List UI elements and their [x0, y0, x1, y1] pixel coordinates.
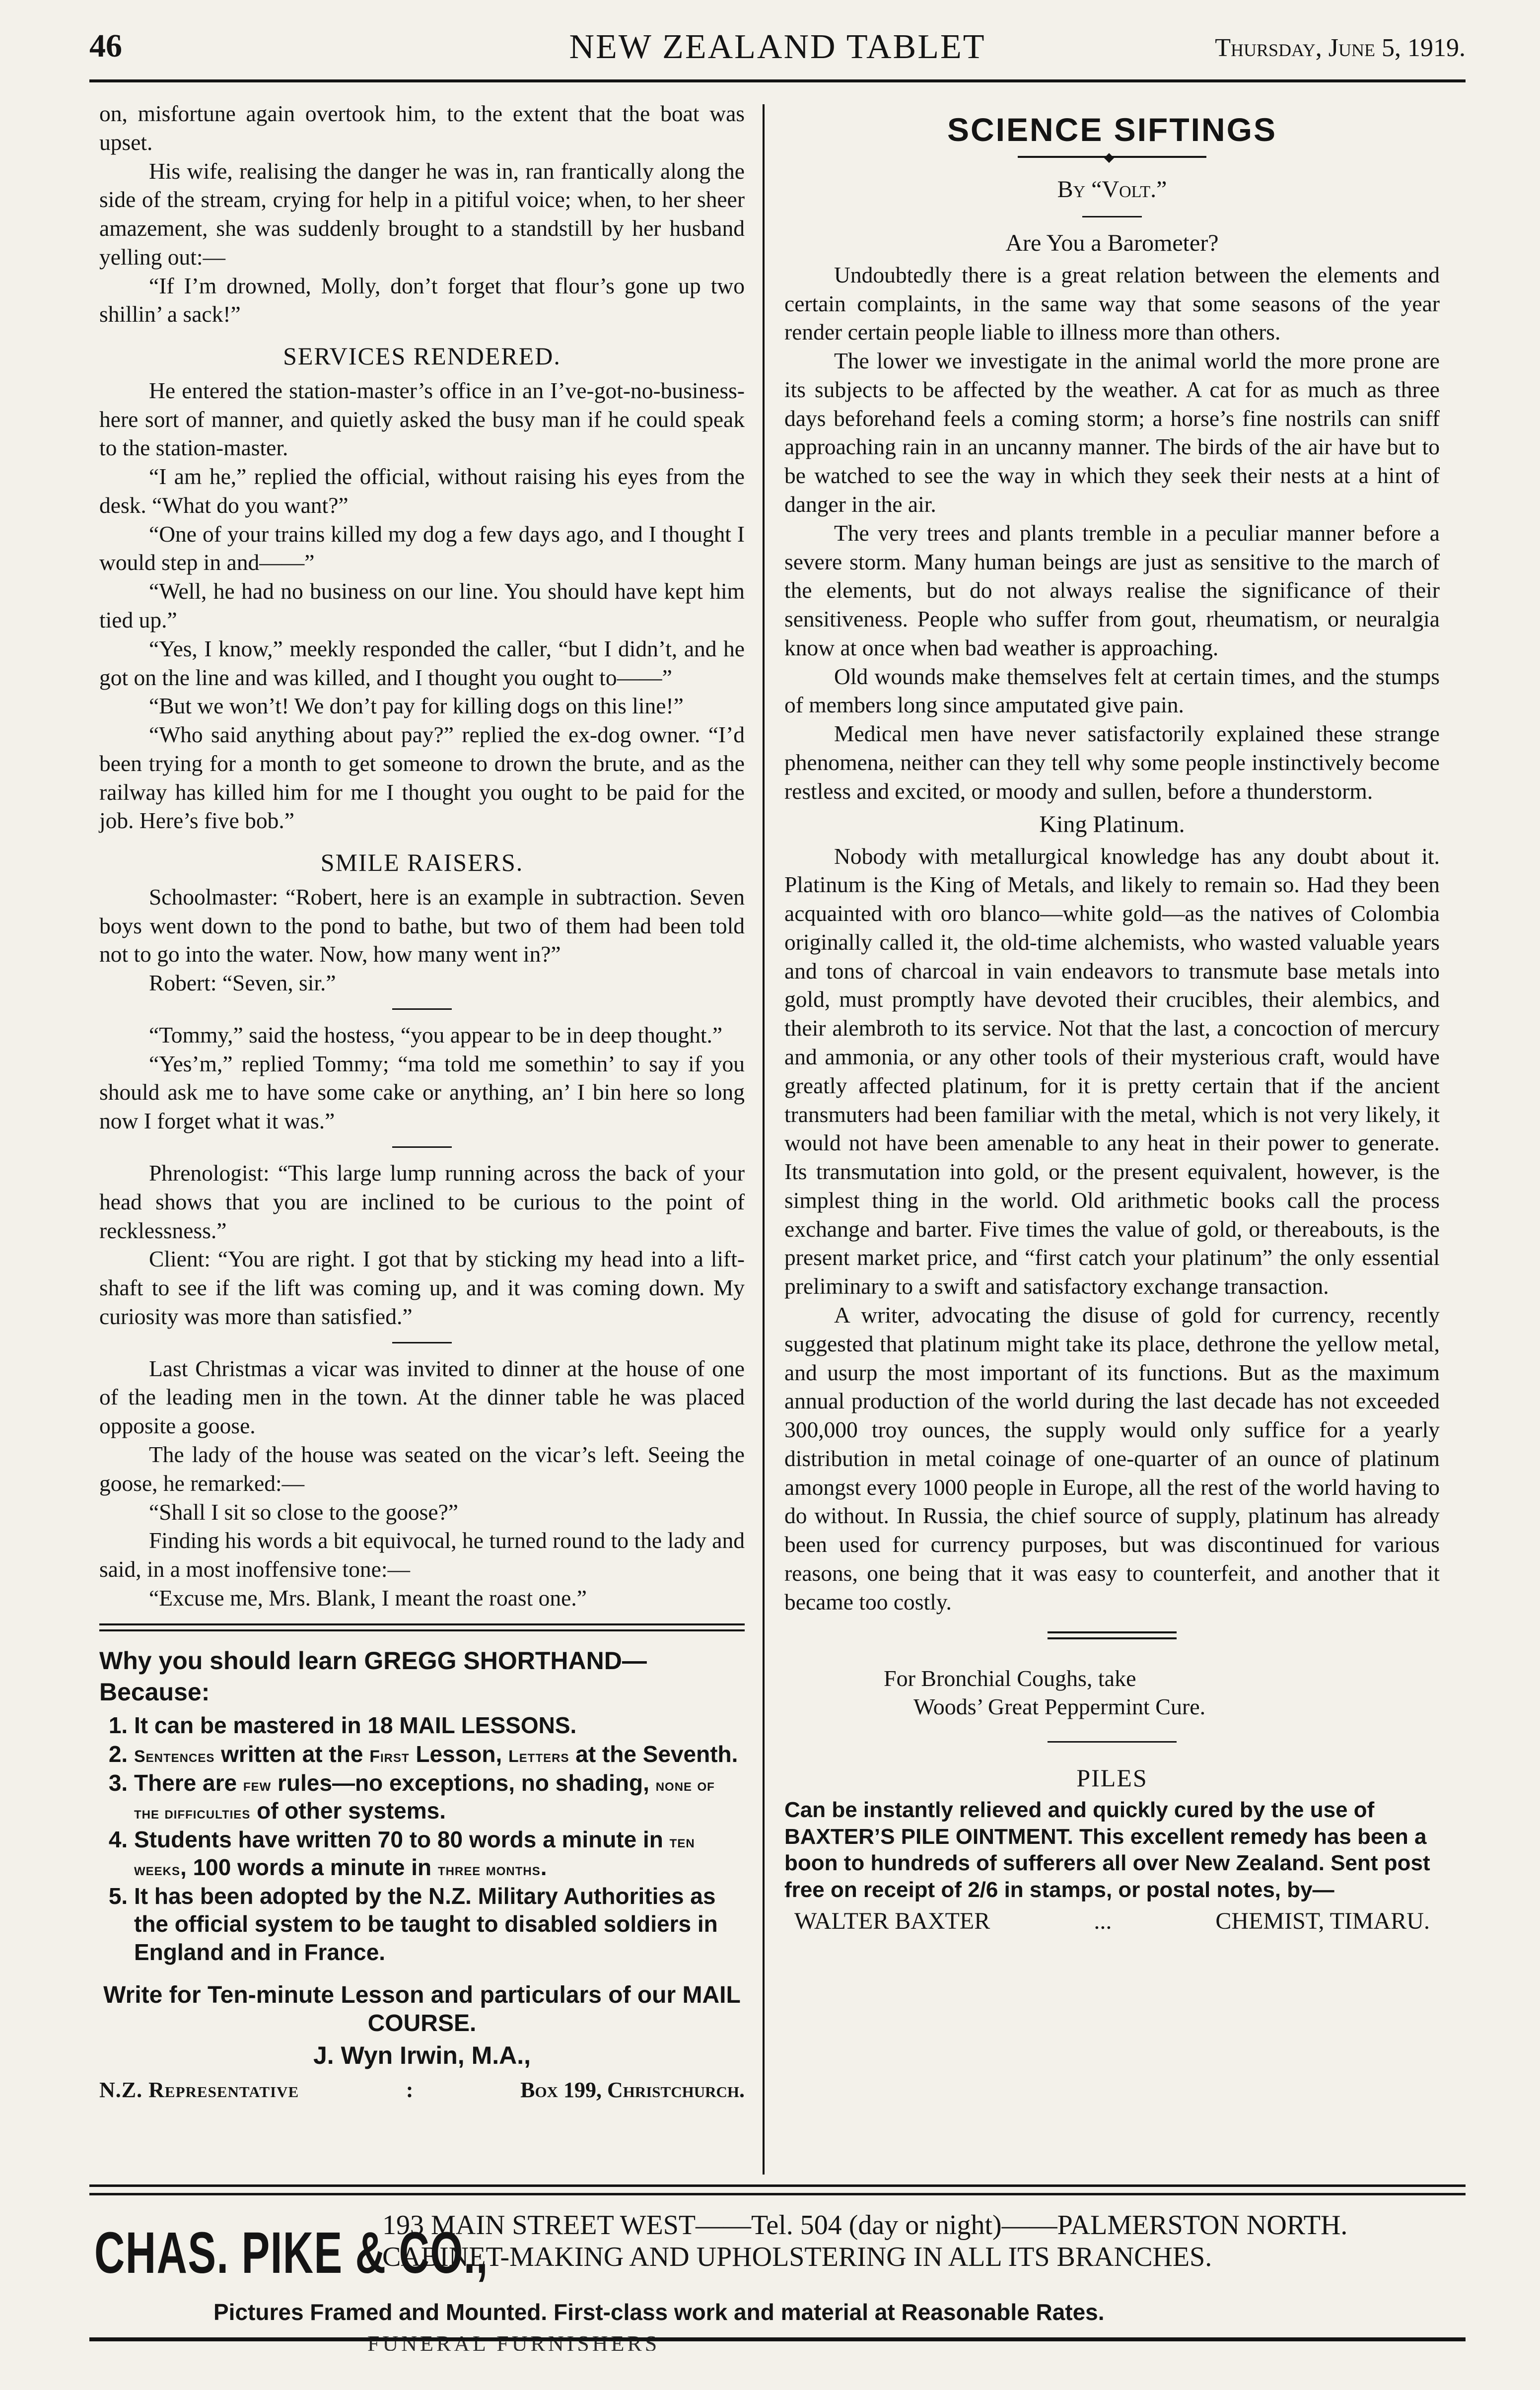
gregg-shorthand-ad [99, 1645, 745, 2105]
section-heading-barometer: Are You a Barometer? [1005, 229, 1219, 256]
piles-body: Can be instantly relieved and quickly cured by the use of BAXTER’S PILE OINTMENT. This excellent remedy has been a boon to hundreds of sufferers all over New Zealand. Sent post free on receipt of 2/6 in stamps, or postal notes, by— [784, 1798, 1430, 1902]
rep-label: N.Z. Representative [99, 2078, 299, 2103]
diamond-ornament-icon: ◆ [1104, 149, 1114, 164]
list-item: 2. Sentences written at the First Lesson, Letters at the Seventh. [134, 1740, 745, 1768]
address-line: 193 MAIN STREET WEST——Tel. 504 (day or night)——PALMERSTON NORTH. [382, 2210, 1348, 2241]
paragraph: Phrenologist: “This large lump running across the back of your head shows that you are inclined to be curious to the point of recklessness.” [99, 1160, 745, 1243]
chemist-name: WALTER BAXTER [794, 1907, 990, 1934]
paragraph: Nobody with metallurgical knowledge has any doubt about it. Platinum is the King of Metals, and likely to remain so. Had they been acquainted with oro blanco—white gold—as the natives of Colombia originally called it, the old-time alchemists, who wasted valuable years and tons of charcoal in vain endeavors to transmute base metals into gold, must promptly have devoted their crucibles, their alembics, and their alembroth to its service. Not that the last, a concoction of mercury and ammonia, or any other tools of their mysterious craft, would have greatly affected platinum, for it is pretty certain that if the ancient transmuters had been familiar with the metal, which is not very likely, it would not have been amenable to any heat in their power to generate. Its transmutation into gold, or the present equivalent, however, is the simplest thing in the world. Old arithmetic books call the process exchange and barter. Five times the value of gold, or thereabouts, is the present market price, and “first catch your platinum” the only essential preliminary to a swift and satisfactory exchange transaction. [784, 843, 1440, 1299]
page-header [89, 22, 1466, 77]
list-item: 4. Students have written 70 to 80 words a minute in ten weeks, 100 words a minute in three months. [134, 1826, 745, 1881]
paragraph: The lower we investigate in the animal world the more prone are its subjects to be affected by the weather. A cat for as much as three days beforehand feels a coming storm; a horse’s fine nostrils can sniff approaching rain in an uncanny manner. The birds of the air have but to be watched to see the way in which they seek their nests at a hint of danger in the air. [784, 348, 1440, 517]
representative-line [99, 2076, 745, 2104]
paragraph: Robert: “Seven, sir.” [149, 970, 336, 996]
chemist-location: CHEMIST, TIMARU. [1215, 1907, 1430, 1934]
ornament-rule [1018, 149, 1206, 164]
section-heading-platinum: King Platinum. [1039, 811, 1185, 838]
paragraph: Client: “You are right. I got that by sticking my head into a lift-shaft to see if the lift was coming up, and it was coming down. My curiosity was more than satisfied.” [99, 1246, 745, 1329]
paragraph: “But we won’t! We don’t pay for killing dogs on this line!” [149, 693, 684, 719]
list-item: 3. There are few rules—no exceptions, no shading, none of the difficulties of other systems. [134, 1769, 745, 1825]
bronchial-line-2: Woods’ Great Peppermint Cure. [913, 1694, 1206, 1720]
separator-rule [1082, 216, 1142, 217]
rep-address: Box 199, Christchurch. [520, 2078, 745, 2103]
paragraph: His wife, realising the danger he was in, ran frantically along the side of the stream, crying for help in a pitiful voice; when, to her sheer amazement, she was suddenly brought to a standstill by her husband yelling out:— [99, 158, 745, 270]
paragraph: “Tommy,” said the hostess, “you appear to be in deep thought.” [149, 1022, 723, 1048]
chas-pike-ad [89, 2204, 1466, 2368]
ad-title: Why you should learn GREGG SHORTHAND—Because: [99, 1646, 647, 1706]
paragraph: The very trees and plants tremble in a peculiar manner before a severe storm. Many human beings are just as sensitive to the march of the elements, but do not always realise the significance of their sensitiveness. People who suffer from gout, rheumatism, or neuralgia know at once when bad weather is approaching. [784, 520, 1440, 660]
brand-name: CHAS. PIKE & CO., [94, 2220, 489, 2286]
paragraph: “Yes’m,” replied Tommy; “ma told me somethin’ to say if you should ask me to have some cake or anything, an’ I bin here so long now I forget what it was.” [99, 1051, 745, 1134]
paragraph: on, misfortune again overtook him, to the extent that the boat was upset. [99, 101, 745, 155]
paragraph: Schoolmaster: “Robert, here is an example in subtraction. Seven boys went down to the pond to bathe, but two of them had been told not to go into the water. Now, how many went in?” [99, 884, 745, 967]
column-divider [763, 104, 765, 2175]
right-column [784, 99, 1440, 1937]
bronchial-ad [884, 1664, 1440, 1721]
paragraph: “Excuse me, Mrs. Blank, I meant the roast one.” [149, 1585, 587, 1611]
separator-rule [392, 1146, 452, 1148]
piles-signature [784, 1906, 1440, 1937]
paragraph: “If I’m drowned, Molly, don’t forget that flour’s gone up two shillin’ a sack!” [99, 273, 745, 327]
paragraph: Medical men have never satisfactorily explained these strange phenomena, neither can they tell why some people instinctively become restless and excited, or moody and sullen, before a thunderstorm. [784, 721, 1440, 804]
list-item: 5. It has been adopted by the N.Z. Military Authorities as the official system to be taught to disabled soldiers in England and in France. [134, 1882, 745, 1966]
separator-rule [1048, 1741, 1177, 1743]
paragraph: Last Christmas a vicar was invited to dinner at the house of one of the leading men in the town. At the dinner table he was placed opposite a goose. [99, 1355, 745, 1439]
paragraph: “Who said anything about pay?” replied the ex-dog owner. “I’d been trying for a month to get someone to drown the brute, and as the railway has killed him for me I thought you ought to be paid for the job. Here’s five bob.” [99, 722, 745, 834]
paragraph: A writer, advocating the disuse of gold for currency, recently suggested that platinum might take its place, dethrone the yellow metal, and usurp the most important of its functions. But as the maximum annual production of the world during the last decade has not exceeded 300,000 troy ounces, the supply would only suffice for a yearly distribution in metal coinage of one-quarter of an ounce of platinum amongst every 1000 people in Europe, all the rest of the world having to do without. In Russia, the chief source of supply, platinum has already been used for currency purposes, but was discontinued for various reasons, one being that it was easy to counterfeit, and another that it became too costly. [784, 1302, 1440, 1615]
cutoff-line: FUNERAL FURNISHERS [367, 2331, 660, 2351]
tagline: Pictures Framed and Mounted. First-class work and material at Reasonable Rates. [213, 2299, 1105, 2325]
page-number: 46 [89, 28, 122, 64]
left-column [99, 99, 745, 2104]
header-rule [89, 79, 1466, 82]
bottom-double-rule [89, 2184, 1466, 2195]
double-rule [1048, 1631, 1177, 1639]
piles-heading: PILES [1076, 1763, 1148, 1792]
piles-ad [784, 1762, 1440, 1937]
bottom-bar [89, 2337, 1466, 2341]
list-item: 1. It can be mastered in 18 MAIL LESSONS. [134, 1711, 745, 1739]
byline: By “Volt.” [1057, 176, 1167, 203]
section-heading-services: SERVICES RENDERED. [283, 342, 561, 370]
call-to-action: Write for Ten-minute Lesson and particulars of our MAIL COURSE. [103, 1981, 741, 2037]
address-block [382, 2209, 1347, 2273]
double-rule [99, 1623, 745, 1631]
paragraph: “I am he,” replied the official, without raising his eyes from the desk. “What do you want?” [99, 464, 745, 518]
paragraph: He entered the station-master’s office in an I’ve-got-no-business-here sort of manner, and quietly asked the busy man if he could speak to the station-master. [99, 377, 745, 461]
bronchial-line-1: For Bronchial Coughs, take [884, 1665, 1136, 1691]
paragraph: “Yes, I know,” meekly responded the caller, “but I didn’t, and he got on the line and was killed, and I thought you ought to——” [99, 635, 745, 690]
paragraph: “One of your trains killed my dog a few days ago, and I thought I would step in and——” [99, 521, 745, 575]
issue-date: Thursday, June 5, 1919. [1215, 34, 1466, 62]
paragraph: “Well, he had no business on our line. You should have kept him tied up.” [99, 578, 745, 633]
section-heading-smile-raisers: SMILE RAISERS. [320, 848, 524, 877]
paragraph: Finding his words a bit equivocal, he turned round to the lady and said, in a most inoffensive tone:— [99, 1528, 745, 1582]
paragraph: Old wounds make themselves felt at certain times, and the stumps of members long since amputated give pain. [784, 663, 1440, 718]
paragraph: The lady of the house was seated on the vicar’s left. Seeing the goose, he remarked:— [99, 1442, 745, 1496]
paragraph: Undoubtedly there is a great relation between the elements and certain complaints, in the same way that some seasons of the year render certain people liable to illness more than others. [784, 262, 1440, 345]
signature-dots: ... [1094, 1907, 1112, 1934]
rep-colon: : [406, 2078, 414, 2103]
science-siftings-heading: SCIENCE SIFTINGS [947, 111, 1277, 148]
separator-rule [392, 1342, 452, 1343]
reasons-list [99, 1711, 745, 1966]
masthead: NEW ZEALAND TABLET [569, 28, 986, 66]
paragraph: “Shall I sit so close to the goose?” [149, 1499, 458, 1525]
advertiser-name: J. Wyn Irwin, M.A., [313, 2041, 531, 2069]
services-line: CABINET-MAKING AND UPHOLSTERING IN ALL ITS BRANCHES. [382, 2242, 1212, 2273]
separator-rule [392, 1008, 452, 1010]
